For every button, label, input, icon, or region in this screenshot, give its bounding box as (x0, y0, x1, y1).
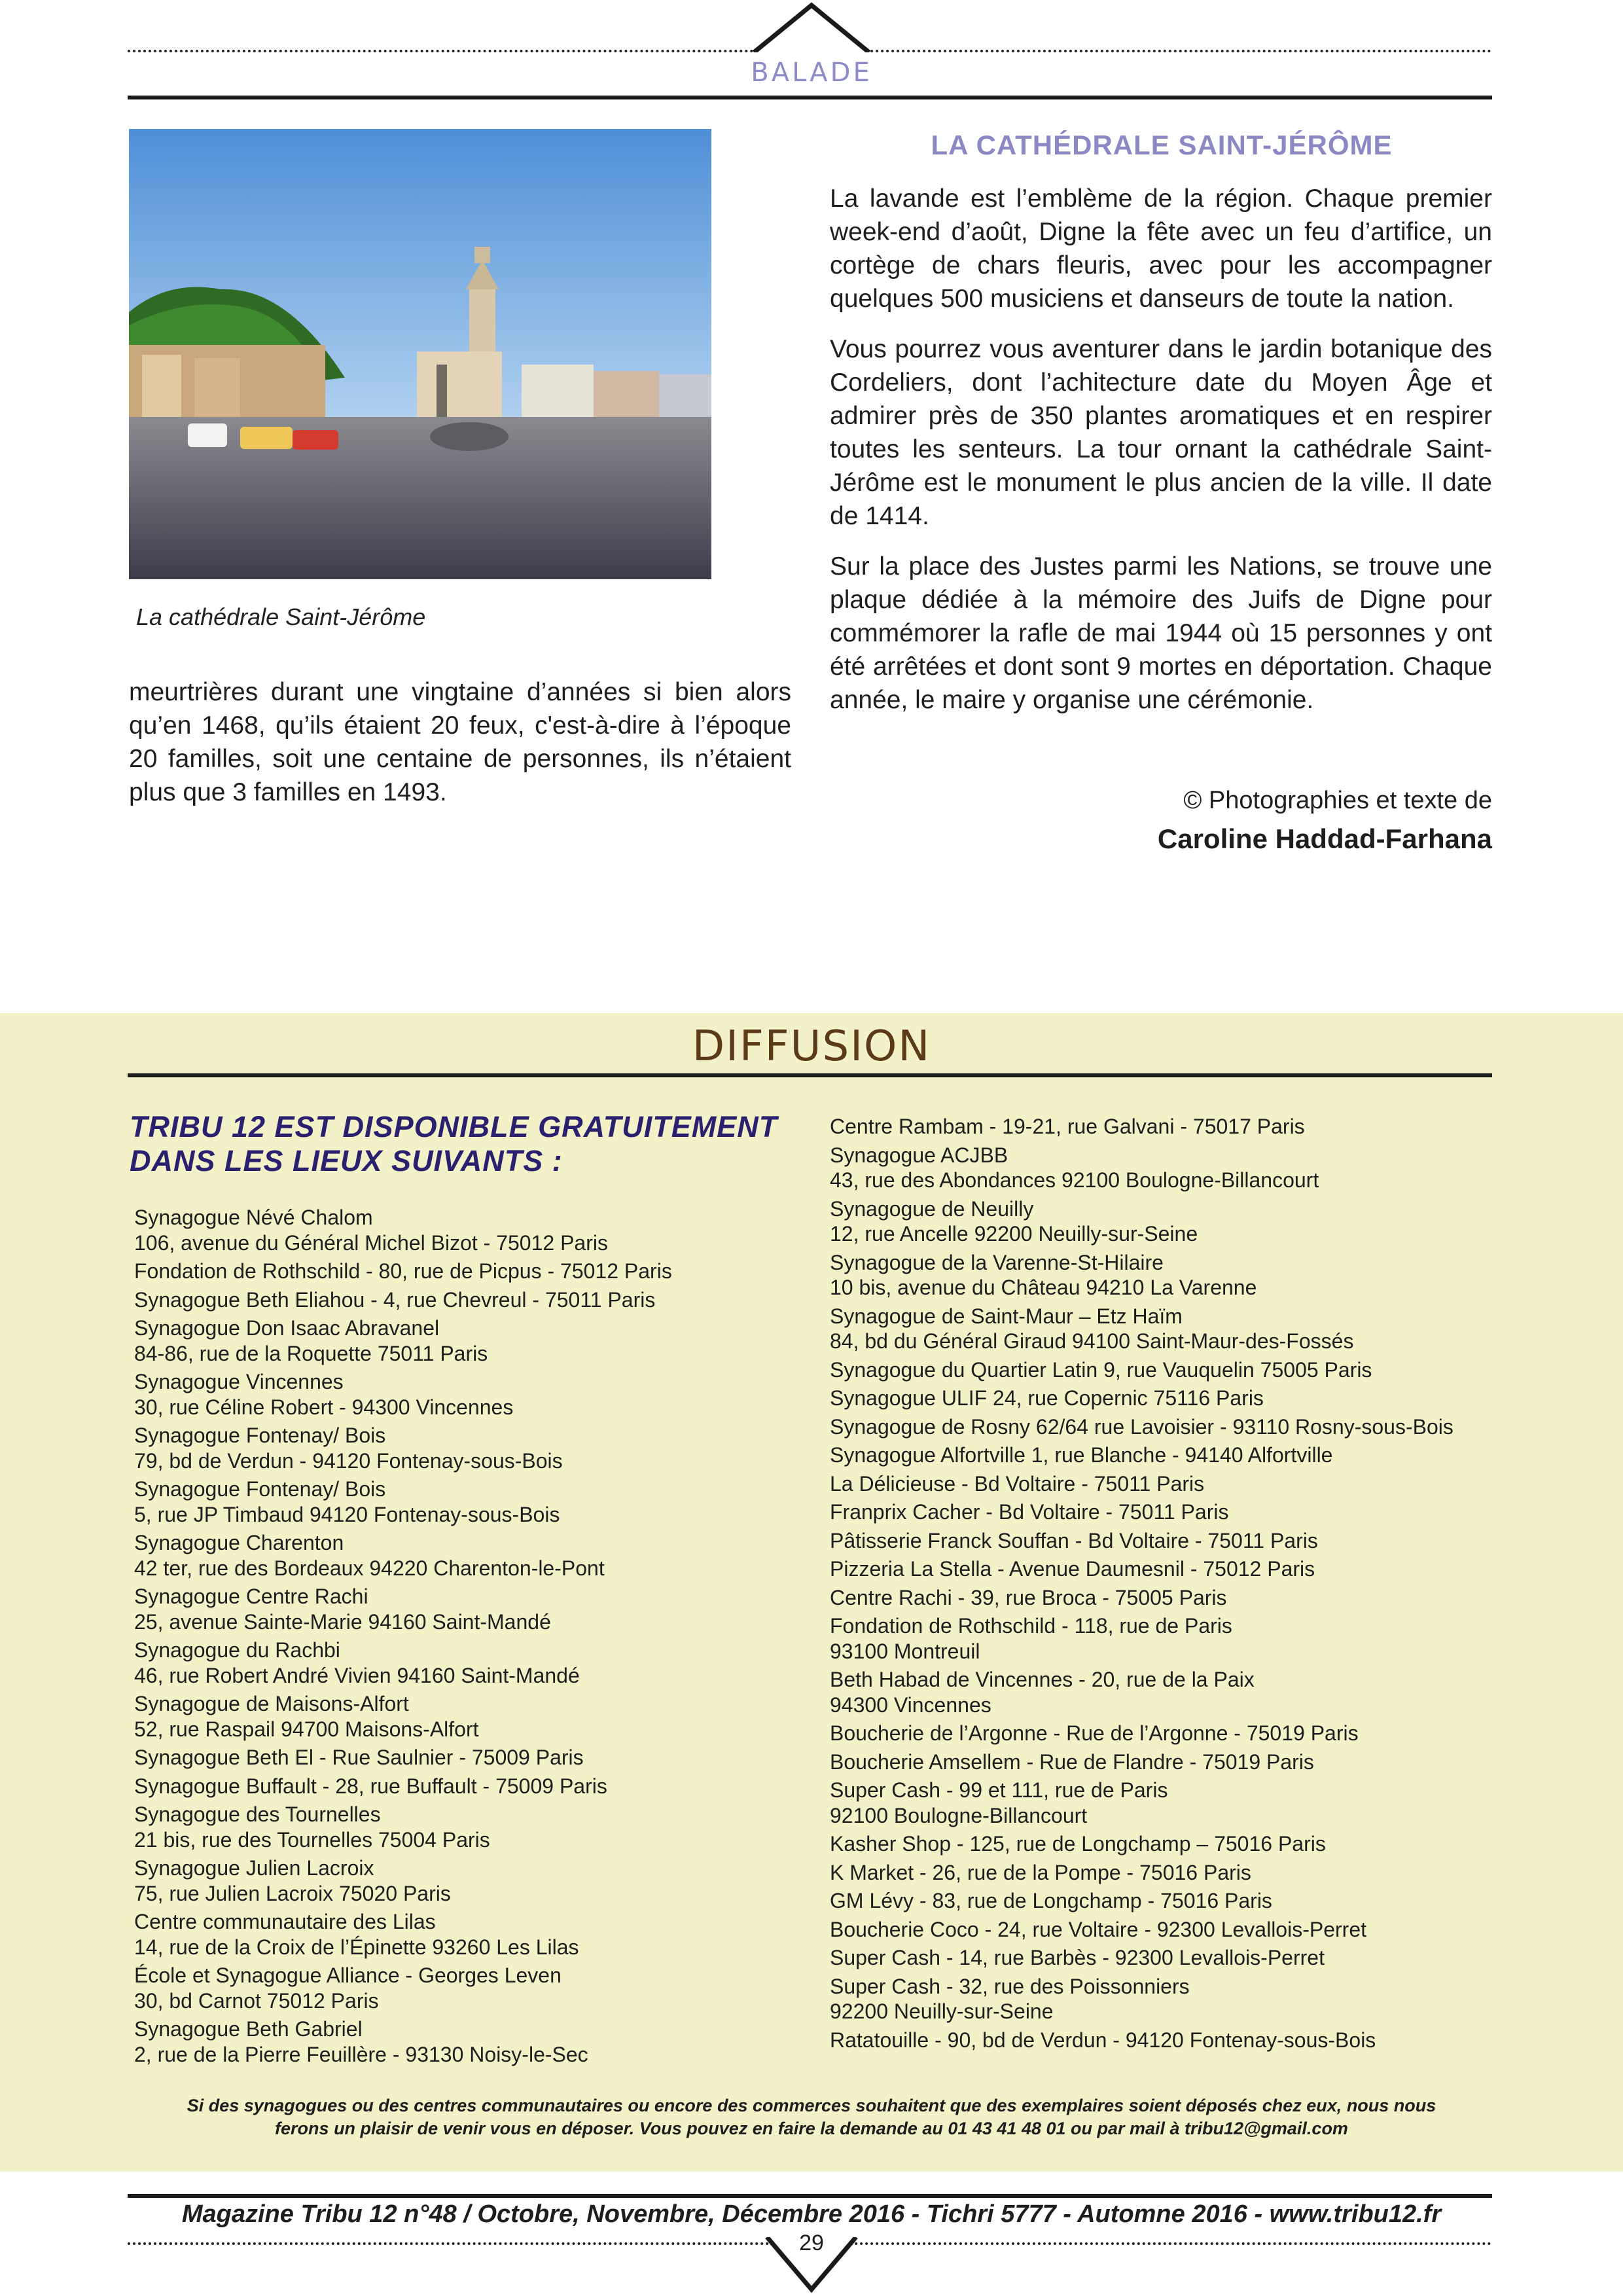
location-name: Synagogue Centre Rachi (134, 1585, 368, 1608)
paragraph: Sur la place des Justes parmi les Nations, se trouve une plaque dédiée à la mémoire des Juifs de Digne pour commémorer la rafle de mai 1944 où 15 personnes y ont été arrêtées et dont sont 9 mortes en déportation. Chaque année, le maire y organise une cérémonie. (830, 552, 1492, 714)
location-address: 84, bd du Général Giraud 94100 Saint-Maur-des-Fossés (830, 1329, 1354, 1353)
locations-list-left (134, 1205, 815, 2070)
location-name: Pizzeria La Stella - Avenue Daumesnil - 75012 Paris (830, 1557, 1315, 1581)
location-item (830, 1471, 1517, 1497)
location-item (830, 1357, 1517, 1383)
notice-line: Si des synagogues ou des centres communautaires ou encore des commerces souhaitent que des exemplaires soient déposés chez eux, nous nous (187, 2096, 1436, 2115)
location-item (134, 2017, 815, 2067)
location-item (134, 1530, 815, 1581)
location-item (830, 1585, 1517, 1611)
location-item (830, 1749, 1517, 1775)
location-item (134, 1477, 815, 1527)
location-name: Super Cash - 32, rue des Poissonniers (830, 1974, 1190, 1998)
footer-text: Magazine Tribu 12 n°48 / Octobre, Novembre, Décembre 2016 - Tichri 5777 - Automne 2016 - www.tribu12.fr (181, 2200, 1442, 2228)
location-name: Fondation de Rothschild - 118, rue de Paris (830, 1614, 1232, 1638)
locations-list-right (830, 1114, 1517, 2056)
diffusion-heading-line: DANS LES LIEUX SUIVANTS : (130, 1144, 563, 1177)
diffusion-heading (130, 1110, 797, 1178)
location-name: Franprix Cacher - Bd Voltaire - 75011 Paris (830, 1500, 1229, 1524)
location-item (134, 1423, 815, 1473)
location-item (134, 1259, 815, 1284)
diffusion-notice (151, 2094, 1472, 2140)
location-name: Super Cash - 14, rue Barbès - 92300 Levallois-Perret (830, 1946, 1325, 1969)
location-item (134, 1963, 815, 2013)
location-address: 2, rue de la Pierre Feuillère - 93130 Noisy-le-Sec (134, 2042, 588, 2066)
location-item (134, 1584, 815, 1634)
left-column-text: meurtrières durant une vingtaine d’années si bien alors qu’en 1468, qu’ils étaient 20 feux, c'est-à-dire à l’époque 20 familles, soit une centaine de personnes, ils n’étaient plus que 3 familles en 1493. (129, 678, 791, 806)
location-name: Synagogue de Neuilly (830, 1196, 1034, 1221)
header-chevron-icon (734, 0, 889, 52)
credit-line: © Photographies et texte de (1183, 787, 1492, 814)
page-number: 29 (799, 2231, 824, 2255)
location-name: Synagogue ACJBB (830, 1143, 1008, 1167)
location-address: 5, rue JP Timbaud 94120 Fontenay-sous-Bois (134, 1502, 560, 1526)
location-item (830, 1667, 1517, 1717)
location-item (134, 1745, 815, 1770)
section-label: BALADE (751, 58, 872, 88)
location-address: 94300 Vincennes (830, 1693, 991, 1717)
location-name: Ratatouille - 90, bd de Verdun - 94120 Fontenay-sous-Bois (830, 2028, 1376, 2052)
location-address: 43, rue des Abondances 92100 Boulogne-Billancourt (830, 1168, 1319, 1192)
location-item (830, 1499, 1517, 1525)
location-name: Centre Rambam - 19-21, rue Galvani - 75017 Paris (830, 1115, 1305, 1138)
location-name: Synagogue Fontenay/ Bois (134, 1424, 386, 1447)
location-name: Synagogue de Saint-Maur – Etz Haïm (830, 1304, 1183, 1328)
location-name: Fondation de Rothschild - 80, rue de Picpus - 75012 Paris (134, 1259, 672, 1283)
location-item (134, 1691, 815, 1742)
location-name: Beth Habad de Vincennes - 20, rue de la Paix (830, 1668, 1255, 1691)
location-address: 106, avenue du Général Michel Bizot - 75012 Paris (134, 1230, 608, 1255)
location-item (830, 1613, 1517, 1664)
diffusion-title: DIFFUSION (692, 1022, 931, 1071)
location-address: 30, bd Carnot 75012 Paris (134, 1988, 379, 2013)
location-address: 14, rue de la Croix de l’Épinette 93260 Les Lilas (134, 1935, 579, 1959)
location-name: Super Cash - 99 et 111, rue de Paris (830, 1778, 1168, 1802)
location-item (134, 1316, 815, 1366)
location-item (830, 1778, 1517, 1828)
location-address: 42 ter, rue des Bordeaux 94220 Charenton-le-Pont (134, 1556, 605, 1580)
location-name: K Market - 26, rue de la Pompe - 75016 Paris (830, 1860, 1251, 1884)
location-name: Synagogue de Rosny 62/64 rue Lavoisier - 93110 Rosny-sous-Bois (830, 1414, 1454, 1439)
location-name: Synagogue Fontenay/ Bois (134, 1477, 386, 1501)
location-item (830, 1386, 1517, 1411)
location-item (830, 1250, 1517, 1300)
location-address: 75, rue Julien Lacroix 75020 Paris (134, 1881, 451, 1905)
paragraph: La lavande est l’emblème de la région. Chaque premier week-end d’août, Digne la fête avec un feu d’artifice, un cortège de chars fleuris, avec pour les accompagner quelques 500 musiciens et danseurs de toute la nation. (830, 185, 1492, 313)
location-address: 84-86, rue de la Roquette 75011 Paris (134, 1341, 488, 1365)
location-name: Synagogue du Rachbi (134, 1638, 340, 1662)
location-address: 12, rue Ancelle 92200 Neuilly-sur-Seine (830, 1222, 1198, 1246)
location-item (830, 1143, 1517, 1193)
location-item (134, 1802, 815, 1852)
location-address: 92100 Boulogne-Billancourt (830, 1803, 1088, 1827)
location-item (830, 1414, 1517, 1440)
location-name: Centre Rachi - 39, rue Broca - 75005 Paris (830, 1585, 1227, 1609)
location-address: 46, rue Robert André Vivien 94160 Saint-Mandé (134, 1663, 580, 1687)
notice-line: ferons un plaisir de venir vous en déposer. Vous pouvez en faire la demande au 01 43 41 48 01 ou par mail à tribu12@gmail.com (275, 2119, 1348, 2138)
location-item (830, 1304, 1517, 1354)
location-item (830, 1888, 1517, 1914)
location-item (830, 1443, 1517, 1468)
location-name: Kasher Shop - 125, rue de Longchamp – 75016 Paris (830, 1832, 1326, 1856)
location-item (830, 1721, 1517, 1746)
location-item (830, 2028, 1517, 2053)
right-column (830, 182, 1492, 734)
location-name: La Délicieuse - Bd Voltaire - 75011 Paris (830, 1471, 1205, 1496)
location-item (134, 1774, 815, 1799)
location-name: École et Synagogue Alliance - Georges Leven (134, 1964, 562, 1987)
author-name: Caroline Haddad-Farhana (1157, 823, 1492, 854)
location-address: 10 bis, avenue du Château 94210 La Varenne (830, 1276, 1257, 1299)
location-name: Synagogue Beth Gabriel (134, 2017, 363, 2041)
location-name: Synagogue Don Isaac Abravanel (134, 1316, 440, 1340)
location-item (134, 1369, 815, 1420)
location-name: Synagogue Névé Chalom (134, 1206, 373, 1229)
location-item (134, 1205, 815, 1255)
location-name: Centre communautaire des Lilas (134, 1910, 436, 1933)
location-address: 92200 Neuilly-sur-Seine (830, 2000, 1054, 2023)
location-address: 30, rue Céline Robert - 94300 Vincennes (134, 1395, 514, 1419)
location-name: Synagogue Beth El - Rue Saulnier - 75009 Paris (134, 1746, 584, 1769)
location-name: Synagogue Julien Lacroix (134, 1856, 374, 1880)
diffusion-heading-line: TRIBU 12 EST DISPONIBLE GRATUITEMENT (130, 1110, 778, 1143)
location-name: GM Lévy - 83, rue de Longchamp - 75016 Paris (830, 1889, 1272, 1912)
location-item (830, 1860, 1517, 1886)
location-name: Synagogue Beth Eliahou - 4, rue Chevreul - 75011 Paris (134, 1287, 656, 1312)
location-name: Synagogue Alfortville 1, rue Blanche - 94140 Alfortville (830, 1443, 1333, 1467)
location-address: 25, avenue Sainte-Marie 94160 Saint-Mandé (134, 1609, 551, 1634)
location-name: Synagogue Buffault - 28, rue Buffault - 75009 Paris (134, 1774, 607, 1798)
location-item (830, 1528, 1517, 1554)
location-item (830, 1196, 1517, 1247)
location-name: Boucherie Coco - 24, rue Voltaire - 92300 Levallois-Perret (830, 1917, 1366, 1941)
location-item (830, 1974, 1517, 2024)
header-rule (128, 96, 1492, 99)
location-name: Pâtisserie Franck Souffan - Bd Voltaire - 75011 Paris (830, 1528, 1318, 1552)
footer-rule (128, 2194, 1492, 2198)
location-name: Synagogue Charenton (134, 1531, 344, 1554)
location-item (134, 1638, 815, 1688)
location-item (830, 1556, 1517, 1582)
location-item (134, 1909, 815, 1960)
location-address: 52, rue Raspail 94700 Maisons-Alfort (134, 1717, 479, 1741)
location-name: Boucherie de l’Argonne - Rue de l’Argonne - 75019 Paris (830, 1721, 1359, 1745)
location-address: 21 bis, rue des Tournelles 75004 Paris (134, 1827, 490, 1852)
article-title: LA CATHÉDRALE SAINT-JÉRÔME (931, 130, 1393, 160)
location-item (830, 1831, 1517, 1857)
location-name: Synagogue de Maisons-Alfort (134, 1692, 409, 1715)
location-name: Synagogue des Tournelles (134, 1803, 381, 1826)
location-item (134, 1856, 815, 1906)
location-item (830, 1945, 1517, 1971)
photo-caption: La cathédrale Saint-Jérôme (136, 603, 426, 630)
location-address: 93100 Montreuil (830, 1639, 980, 1663)
location-item (830, 1917, 1517, 1943)
location-name: Synagogue du Quartier Latin 9, rue Vauquelin 75005 Paris (830, 1357, 1372, 1382)
location-address: 79, bd de Verdun - 94120 Fontenay-sous-Bois (134, 1448, 563, 1473)
location-item (134, 1287, 815, 1313)
location-name: Boucherie Amsellem - Rue de Flandre - 75019 Paris (830, 1749, 1314, 1774)
diffusion-rule (128, 1073, 1492, 1077)
cathedral-photo (129, 129, 711, 579)
location-item (830, 1114, 1517, 1139)
paragraph: Vous pourrez vous aventurer dans le jardin botanique des Cordeliers, dont l’achitecture date du Moyen Âge et admirer près de 350 plantes aromatiques et en respirer toutes les senteurs. La tour ornant la cathédrale Saint-Jérôme est le monument le plus ancien de la ville. Il date de 1414. (830, 335, 1492, 530)
location-name: Synagogue ULIF 24, rue Copernic 75116 Paris (830, 1386, 1264, 1410)
location-name: Synagogue de la Varenne-St-Hilaire (830, 1250, 1164, 1274)
location-name: Synagogue Vincennes (134, 1370, 344, 1393)
